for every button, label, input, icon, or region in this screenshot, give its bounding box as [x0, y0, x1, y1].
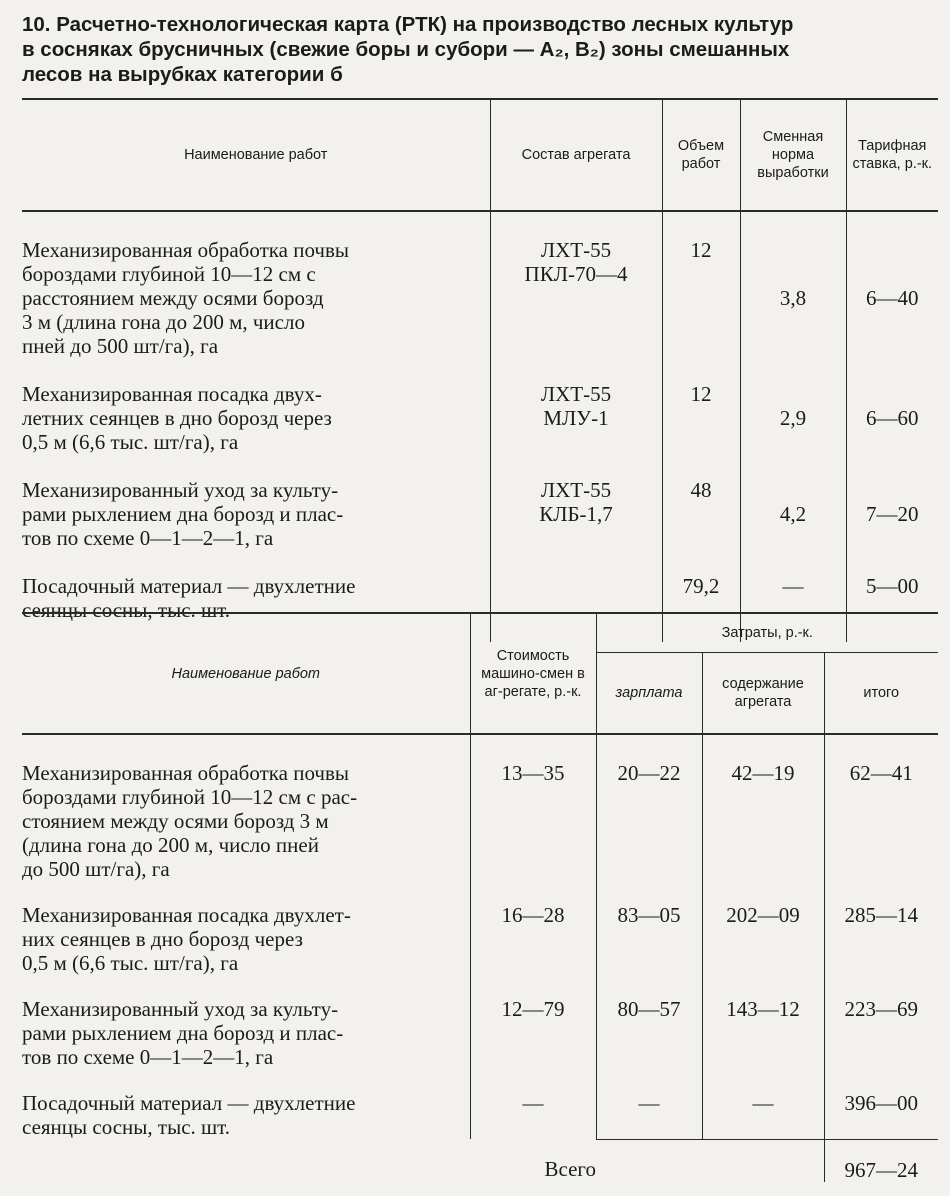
maintenance-cell: —	[702, 1069, 824, 1139]
work-description: Посадочный материал — двухлетние сеянцы сосны, тыс. шт.	[22, 1091, 356, 1139]
norm-cell: —	[740, 550, 846, 642]
table-row	[22, 454, 938, 550]
total-row	[22, 1139, 938, 1182]
total-divider	[596, 1139, 702, 1182]
total-cell: 223—69	[824, 975, 938, 1069]
rate-cell: 6—60	[846, 358, 938, 454]
total-cell: 285—14	[824, 881, 938, 975]
header-work-name: Наименование работ	[22, 99, 490, 211]
rate-cell: 6—40	[846, 211, 938, 358]
table-row	[22, 358, 938, 454]
work-description: Механизированный уход за культу- рами рыхлением дна борозд и плас- тов по схеме 0—1—2—1, га	[22, 478, 344, 550]
unit-cell: ЛХТ-55 КЛБ-1,7	[490, 454, 662, 550]
caption-line-1: 10. Расчетно-технологическая карта (РТК) на производство лесных культур	[22, 13, 794, 36]
work-description: Механизированная обработка почвы бороздами глубиной 10—12 см с расстоянием между осями борозд 3 м (длина гона до 200 м, число пней до 500 шт/га), га	[22, 238, 349, 358]
technology-table	[22, 98, 938, 642]
norm-cell: 2,9	[740, 358, 846, 454]
table-row	[22, 975, 938, 1069]
total-label: Всего	[544, 1157, 596, 1181]
header-cost: Стоимость машино-смен в аг-регате, р.-к.	[470, 613, 596, 734]
header-norm: Сменная норма выработки	[740, 99, 846, 211]
header-unit: Состав агрегата	[490, 99, 662, 211]
table-row	[22, 1069, 938, 1139]
header-rate: Тарифная ставка, р.-к.	[846, 99, 938, 211]
wage-cell: 83—05	[596, 881, 702, 975]
maintenance-cell: 202—09	[702, 881, 824, 975]
header-maintenance: содержание агрегата	[702, 653, 824, 735]
work-description: Посадочный материал — двухлетние сеянцы сосны, тыс. шт.	[22, 574, 356, 622]
table-row	[22, 734, 938, 881]
total-divider	[702, 1139, 824, 1182]
total-cell: 62—41	[824, 734, 938, 881]
total-cell: 396—00	[824, 1069, 938, 1139]
table-row	[22, 211, 938, 358]
cost-cell: —	[470, 1069, 596, 1139]
grand-total: 967—24	[824, 1139, 938, 1182]
wage-cell: 20—22	[596, 734, 702, 881]
cost-cell: 16—28	[470, 881, 596, 975]
cost-cell: 12—79	[470, 975, 596, 1069]
norm-cell: 4,2	[740, 454, 846, 550]
caption-line-2: в сосняках брусничных (свежие боры и субори — А₂, В₂) зоны смешанных	[22, 38, 790, 61]
wage-cell: 80—57	[596, 975, 702, 1069]
work-description: Механизированная посадка двух- летних сеянцев в дно борозд через 0,5 м (6,6 тыс. шт/га), га	[22, 382, 332, 454]
work-description: Механизированная обработка почвы бороздами глубиной 10—12 см с рас- стоянием между осями борозд 3 м (длина гона до 200 м, число пней до 500 шт/га), га	[22, 761, 358, 881]
wage-cell: —	[596, 1069, 702, 1139]
rate-cell: 7—20	[846, 454, 938, 550]
cost-table	[22, 612, 938, 1182]
header-work-name: Наименование работ	[22, 613, 470, 734]
unit-cell: ЛХТ-55 МЛУ-1	[490, 358, 662, 454]
header-volume: Объем работ	[662, 99, 740, 211]
volume-cell: 12	[662, 211, 740, 358]
unit-cell: ЛХТ-55 ПКЛ-70—4	[490, 211, 662, 358]
maintenance-cell: 42—19	[702, 734, 824, 881]
volume-cell: 12	[662, 358, 740, 454]
work-description: Механизированный уход за культу- рами рыхлением дна борозд и плас- тов по схеме 0—1—2—1, га	[22, 997, 344, 1069]
work-description: Механизированная посадка двухлет- них сеянцев в дно борозд через 0,5 м (6,6 тыс. шт/га), га	[22, 903, 351, 975]
caption-line-3: лесов на вырубках категории б	[22, 63, 343, 86]
volume-cell: 79,2	[662, 550, 740, 642]
header-wage: зарплата	[596, 653, 702, 735]
header-total: итого	[824, 653, 938, 735]
volume-cell: 48	[662, 454, 740, 550]
maintenance-cell: 143—12	[702, 975, 824, 1069]
table-row	[22, 881, 938, 975]
cost-cell: 13—35	[470, 734, 596, 881]
norm-cell: 3,8	[740, 211, 846, 358]
table-caption	[22, 12, 937, 87]
header-costs-group: Затраты, р.-к.	[596, 613, 938, 653]
rate-cell: 5—00	[846, 550, 938, 642]
